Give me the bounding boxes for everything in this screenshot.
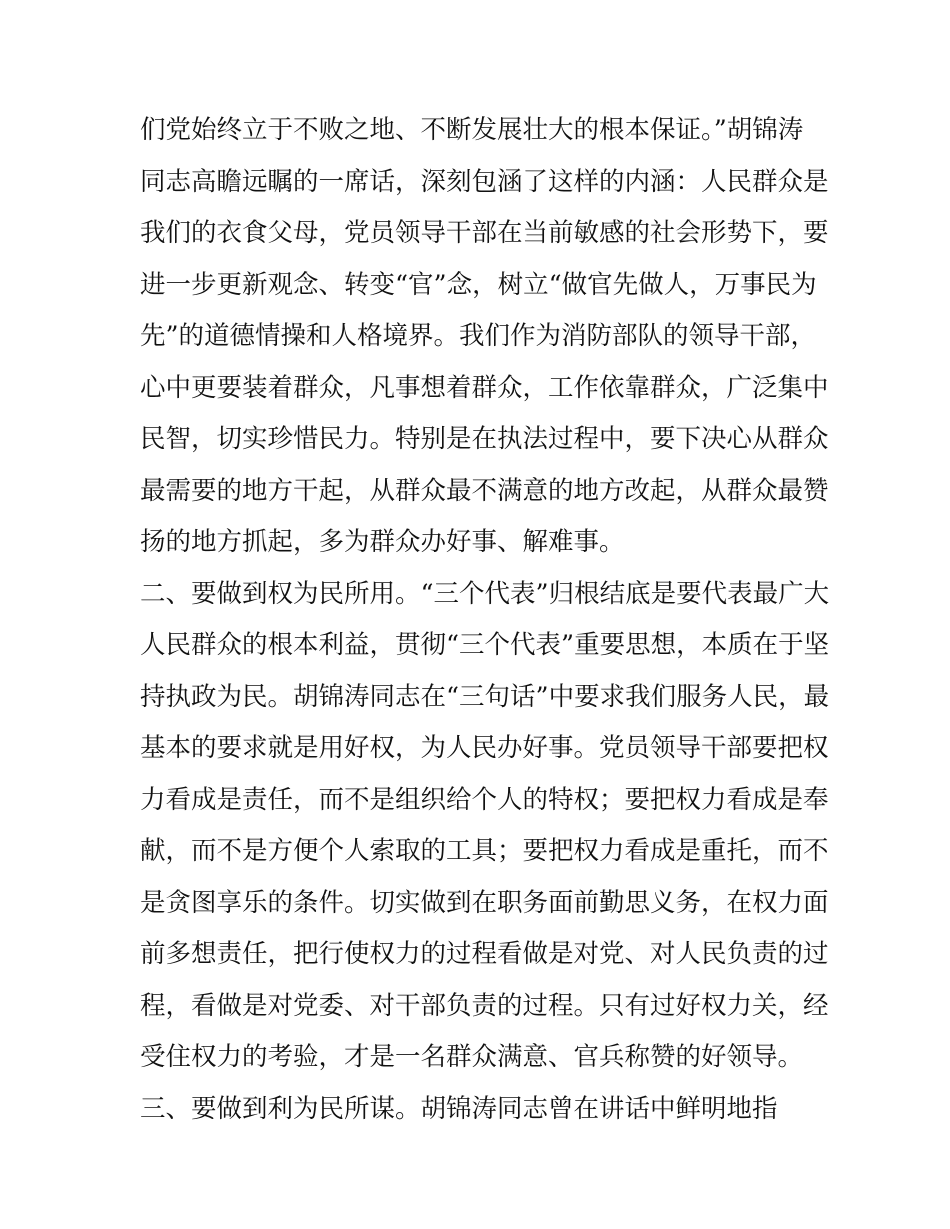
text-line: 进一步更新观念、转变“官”念，树立“做官先做人，万事民为 [140,269,817,300]
text-line: 持执政为民。胡锦涛同志在“三句话”中要求我们服务人民，最 [140,681,830,712]
text-line: 力看成是责任，而不是组织给个人的特权；要把权力看成是奉 [140,784,829,815]
text-line: 同志高瞻远瞩的一席话，深刻包涵了这样的内涵：人民群众是 [140,166,829,197]
text-line: 基本的要求就是用好权，为人民办好事。党员领导干部要把权 [140,733,829,763]
text-line: 心中更要装着群众，凡事想着群众，工作依靠群众，广泛集中 [140,372,829,403]
text-line: 受住权力的考验，才是一名群众满意、官兵称赞的好领导。 [140,1042,804,1072]
text-line: 程，看做是对党委、对干部负责的过程。只有过好权力关，经 [140,990,829,1021]
text-line: 是贪图享乐的条件。切实做到在职务面前勤思义务，在权力面 [140,887,829,918]
section-heading-line: 二、要做到权为民所用。“三个代表”归根结底是要代表最广大 [140,578,830,609]
text-line: 前多想责任，把行使权力的过程看做是对党、对人民负责的过 [140,939,829,969]
text-line: 最需要的地方干起，从群众最不满意的地方改起，从群众最赞 [140,475,829,506]
section-heading-line: 三、要做到利为民所谋。胡锦涛同志曾在讲话中鲜明地指 [140,1093,778,1124]
text-line: 我们的衣食父母，党员领导干部在当前敏感的社会形势下，要 [140,218,829,248]
body-text [140,105,830,1135]
text-line: 先”的道德情操和人格境界。我们作为消防部队的领导干部， [140,321,817,351]
text-line: 们党始终立于不败之地、不断发展壮大的根本保证。”胡锦涛 [140,115,804,145]
text-line: 扬的地方抓起，多为群众办好事、解难事。 [140,527,625,557]
text-line: 民智，切实珍惜民力。特别是在执法过程中，要下决心从群众 [140,424,829,454]
text-line: 献，而不是方便个人索取的工具；要把权力看成是重托，而不 [140,836,829,866]
text-line: 人民群众的根本利益，贯彻“三个代表”重要思想，本质在于坚 [140,630,830,660]
